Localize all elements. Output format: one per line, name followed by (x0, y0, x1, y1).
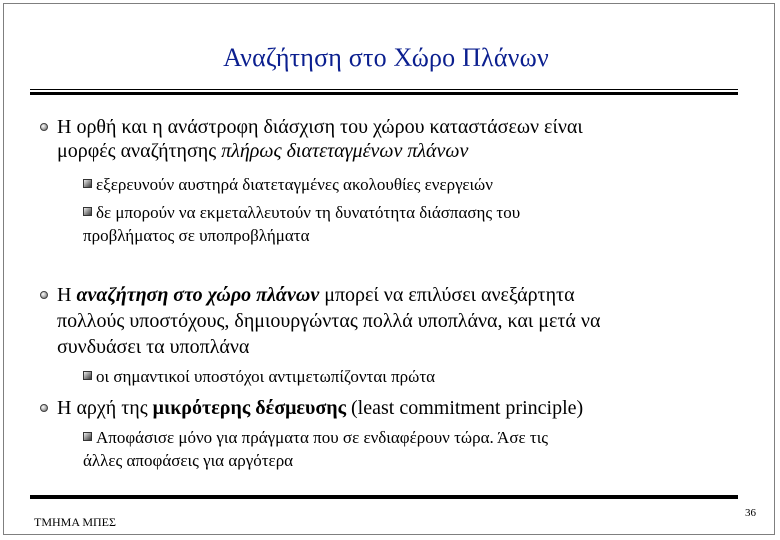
sub-bullet-3-1-line-2: άλλες αποφάσεις για αργότερα (83, 451, 294, 470)
bottom-rule-thin (30, 498, 738, 499)
page-number: 36 (745, 507, 756, 519)
bullet-2 (57, 284, 575, 306)
bullet-1-line-2-text: μορφές αναζήτησης (57, 140, 222, 162)
round-bullet-icon (40, 291, 48, 299)
bullet-3-line-1-post: (least commitment principle) (346, 397, 584, 419)
bullet-2-line-1-post: μπορεί να επιλύσει ανεξάρτητα (319, 284, 575, 306)
footer-text: ΤΜΗΜΑ ΜΠΕΣ (34, 515, 116, 529)
sub-bullet-2-1-text: οι σημαντικοί υποστόχοι αντιμετωπίζονται πρώτα (96, 367, 436, 386)
sub-bullet-3-1-line-1: Αποφάσισε μόνο για πράγματα που σε ενδιαφέρουν τώρα. Άσε τις (96, 428, 549, 447)
bullet-2-line-1-pre: Η (57, 284, 77, 306)
sub-bullet-3-1 (96, 427, 548, 448)
bullet-2-line-3: συνδυάσει τα υποπλάνα (57, 336, 250, 358)
bullet-2-emphasis: αναζήτηση στο χώρο πλάνων (76, 284, 320, 306)
sub-bullet-1-2-line-1: δε μπορούν να εκμεταλλευτούν τη δυνατότητα διάσπασης του (96, 203, 521, 222)
round-bullet-icon (40, 123, 48, 131)
bullet-3-emphasis: μικρότερης δέσμευσης (152, 397, 347, 419)
square-bullet-icon (83, 207, 92, 216)
top-rule-thick (30, 92, 738, 95)
sub-bullet-1-1-text: εξερευνούν αυστηρά διατεταγμένες ακολουθίες ενεργειών (96, 175, 493, 194)
square-bullet-icon (83, 371, 92, 380)
round-bullet-icon (40, 404, 48, 412)
bullet-3-line-1-pre: Η αρχή της (57, 397, 153, 419)
sub-bullet-1-2-line-2: προβλήματος σε υποπροβλήματα (83, 226, 310, 245)
sub-bullet-1-2 (96, 202, 520, 223)
top-rule-thin (30, 89, 738, 90)
square-bullet-icon (83, 179, 92, 188)
sub-bullet-2-1 (96, 366, 435, 387)
square-bullet-icon (83, 432, 92, 441)
bullet-3 (57, 397, 583, 419)
bullet-1-line-2 (57, 140, 468, 162)
bullet-2-line-2: πολλούς υποστόχους, δημιουργώντας πολλά υποπλάνα, και μετά να (57, 310, 601, 332)
bullet-1 (57, 116, 583, 138)
bullet-1-italic-term: πλήρως διατεταγμένων πλάνων (221, 140, 469, 162)
slide-title: Αναζήτηση στο Χώρο Πλάνων (223, 43, 549, 72)
sub-bullet-1-1 (96, 174, 493, 195)
bullet-1-line-1: Η ορθή και η ανάστροφη διάσχιση του χώρου καταστάσεων είναι (57, 116, 583, 138)
